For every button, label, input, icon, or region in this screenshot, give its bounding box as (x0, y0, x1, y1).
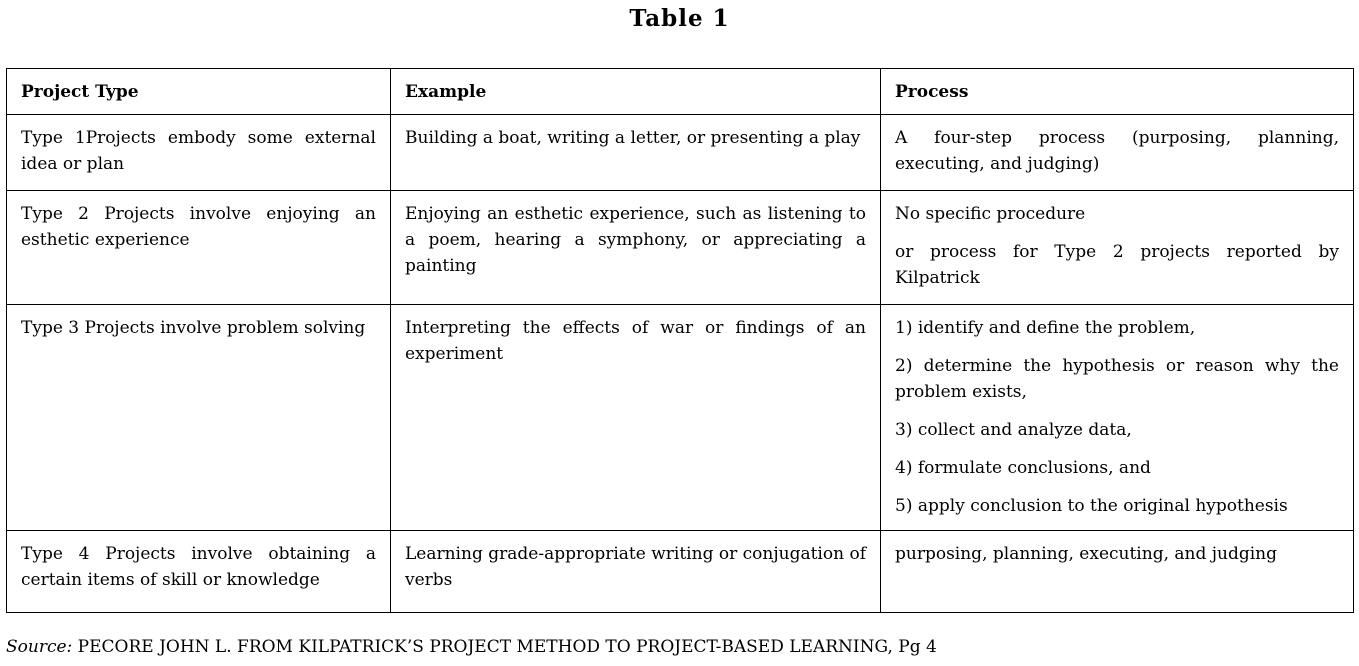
cell-project-type: Type 1Projects embody some external idea or plan (7, 115, 391, 191)
table-title: Table 1 (629, 5, 730, 32)
cell-example: Building a boat, writing a letter, or presenting a play (391, 115, 881, 191)
cell-project-type: Type 3 Projects involve problem solving (7, 305, 391, 531)
project-types-table (6, 68, 1354, 613)
process-line: No specific procedure (895, 204, 1086, 224)
cell-example: Interpreting the effects of war or findings of an experiment (391, 305, 881, 531)
cell-example: Learning grade-appropriate writing or conjugation of verbs (391, 531, 881, 613)
source-text: PECORE JOHN L. FROM KILPATRICK’S PROJECT METHOD TO PROJECT-BASED LEARNING, Pg 4 (72, 637, 937, 657)
process-line: A four-step process (purposing, planning, executing, and judging) (895, 128, 1339, 174)
header-example: Example (391, 69, 881, 115)
cell-process (881, 115, 1354, 191)
process-line: 4) formulate conclusions, and (895, 458, 1151, 478)
source-label: Source: (6, 637, 73, 657)
process-line: purposing, planning, executing, and judging (895, 544, 1278, 564)
header-process: Process (881, 69, 1354, 115)
header-project-type: Project Type (7, 69, 391, 115)
cell-example: Enjoying an esthetic experience, such as listening to a poem, hearing a symphony, or appreciating a painting (391, 191, 881, 305)
cell-process (881, 305, 1354, 531)
table-row (7, 115, 1354, 191)
cell-project-type: Type 2 Projects involve enjoying an esthetic experience (7, 191, 391, 305)
cell-process (881, 191, 1354, 305)
process-line: 3) collect and analyze data, (895, 420, 1132, 440)
table-row (7, 531, 1354, 613)
table-row (7, 191, 1354, 305)
cell-process (881, 531, 1354, 613)
process-line: 5) apply conclusion to the original hypothesis (895, 496, 1288, 516)
source-note (6, 634, 937, 660)
header-row (7, 69, 1354, 115)
process-line: 1) identify and define the problem, (895, 318, 1196, 338)
process-line: 2) determine the hypothesis or reason why the problem exists, (895, 356, 1339, 402)
process-line: or process for Type 2 projects reported by Kilpatrick (895, 242, 1339, 288)
cell-project-type: Type 4 Projects involve obtaining a certain items of skill or knowledge (7, 531, 391, 613)
table-row (7, 305, 1354, 531)
